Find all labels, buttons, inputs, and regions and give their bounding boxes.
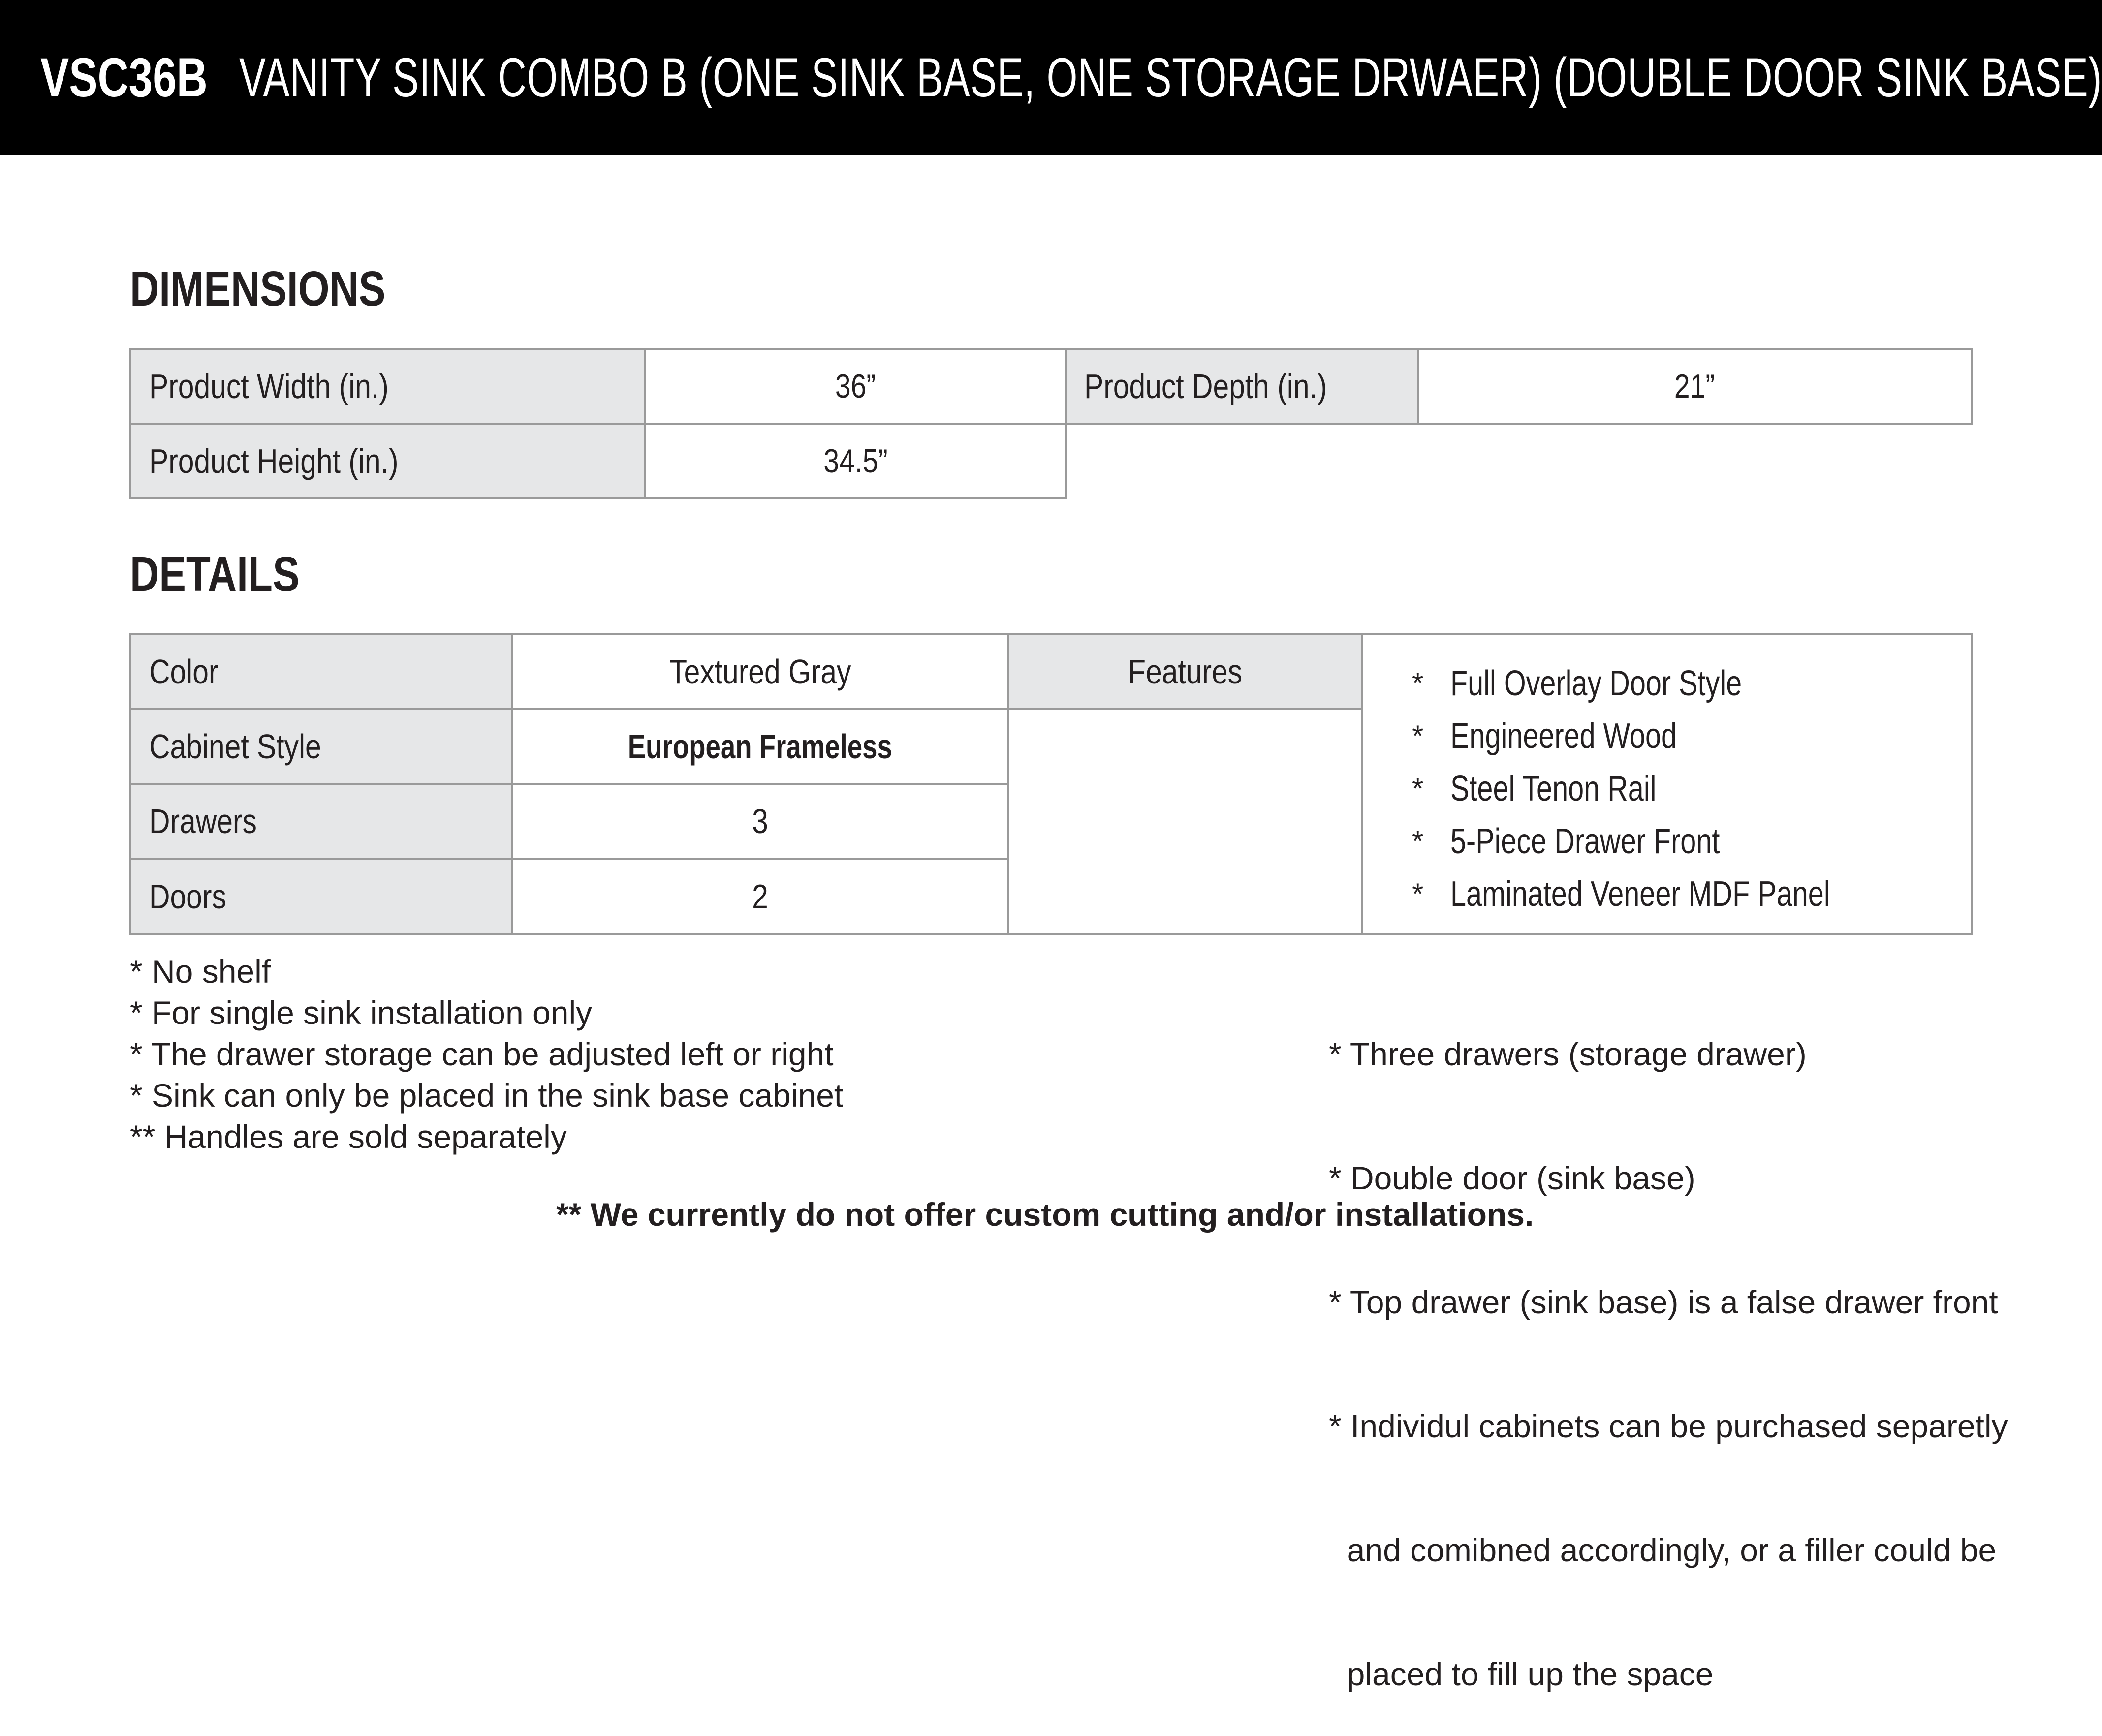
note-line: * Top drawer (sink base) is a false drawer front — [1329, 1284, 1998, 1320]
color-label-cell — [129, 633, 513, 710]
product-title: VANITY SINK COMBO B (ONE SINK BASE, ONE STORAGE DRWAER) (DOUBLE DOOR SINK BASE) — [239, 47, 2102, 108]
features-blank-cell — [1007, 708, 1363, 935]
style-label: Cabinet Style — [149, 727, 321, 766]
drawers-label: Drawers — [149, 802, 257, 840]
height-label: Product Height (in.) — [149, 442, 399, 480]
installation-disclaimer: ** We currently do not offer custom cutting and/or installations. — [556, 1196, 1534, 1233]
note-line: * For single sink installation only — [130, 994, 593, 1031]
color-label: Color — [149, 652, 219, 691]
notes-left — [130, 951, 843, 1157]
feature-item — [1412, 657, 1815, 710]
height-value: 34.5” — [823, 442, 888, 480]
doors-label-cell — [129, 858, 513, 935]
depth-value: 21” — [1674, 368, 1715, 405]
note-line: * Sink can only be placed in the sink base cabinet — [130, 1077, 844, 1114]
feature-item — [1412, 815, 1787, 868]
notes-right — [1329, 951, 2008, 1736]
depth-label-cell — [1065, 348, 1419, 425]
drawers-value: 3 — [752, 802, 768, 840]
feature-bullet: * — [1412, 877, 1424, 910]
doors-label: Doors — [149, 877, 226, 916]
details-heading: DETAILS — [130, 547, 300, 602]
note-line: * No shelf — [130, 953, 271, 990]
doors-value-cell — [511, 858, 1009, 935]
feature-bullet: * — [1412, 772, 1424, 805]
width-value-cell — [644, 348, 1067, 425]
feature-text: Laminated Veneer MDF Panel — [1450, 874, 1830, 914]
note-line: ** Handles are sold separately — [130, 1118, 567, 1155]
product-code: VSC36B — [40, 47, 208, 108]
feature-text: 5-Piece Drawer Front — [1450, 821, 1720, 861]
feature-bullet: * — [1412, 825, 1424, 858]
note-line: * The drawer storage can be adjusted left or right — [130, 1036, 834, 1072]
note-line: * Three drawers (storage drawer) — [1329, 1036, 1807, 1072]
note-line: and comibned accordingly, or a filler could be — [1329, 1532, 1997, 1568]
title-bar — [0, 0, 2102, 155]
features-list — [1361, 633, 1973, 935]
drawers-value-cell — [511, 783, 1009, 860]
note-line: * Double door (sink base) — [1329, 1160, 1695, 1196]
doors-value: 2 — [752, 877, 768, 916]
width-value: 36” — [835, 368, 876, 405]
style-value: European Frameless — [627, 727, 893, 766]
width-label-cell — [129, 348, 646, 425]
feature-bullet: * — [1412, 719, 1424, 752]
style-label-cell — [129, 708, 513, 785]
color-value-cell — [511, 633, 1009, 710]
feature-bullet: * — [1412, 667, 1424, 700]
width-label: Product Width (in.) — [149, 367, 389, 405]
feature-item — [1412, 710, 1733, 762]
dimensions-heading: DIMENSIONS — [130, 261, 386, 316]
note-line: placed to fill up the space — [1329, 1656, 1714, 1692]
depth-value-cell — [1417, 348, 1973, 425]
feature-text: Engineered Wood — [1450, 716, 1677, 756]
drawers-label-cell — [129, 783, 513, 860]
depth-label: Product Depth (in.) — [1084, 367, 1327, 405]
color-value: Textured Gray — [669, 652, 851, 691]
feature-text: Full Overlay Door Style — [1450, 663, 1742, 703]
features-label-cell — [1007, 633, 1363, 710]
feature-item — [1412, 868, 1925, 920]
height-label-cell — [129, 423, 646, 499]
note-line: * Individul cabinets can be purchased separetly — [1329, 1408, 2008, 1444]
height-value-cell — [644, 423, 1067, 499]
features-label: Features — [1128, 652, 1243, 691]
feature-item — [1412, 762, 1708, 815]
style-value-cell — [511, 708, 1009, 785]
feature-text: Steel Tenon Rail — [1450, 769, 1657, 808]
